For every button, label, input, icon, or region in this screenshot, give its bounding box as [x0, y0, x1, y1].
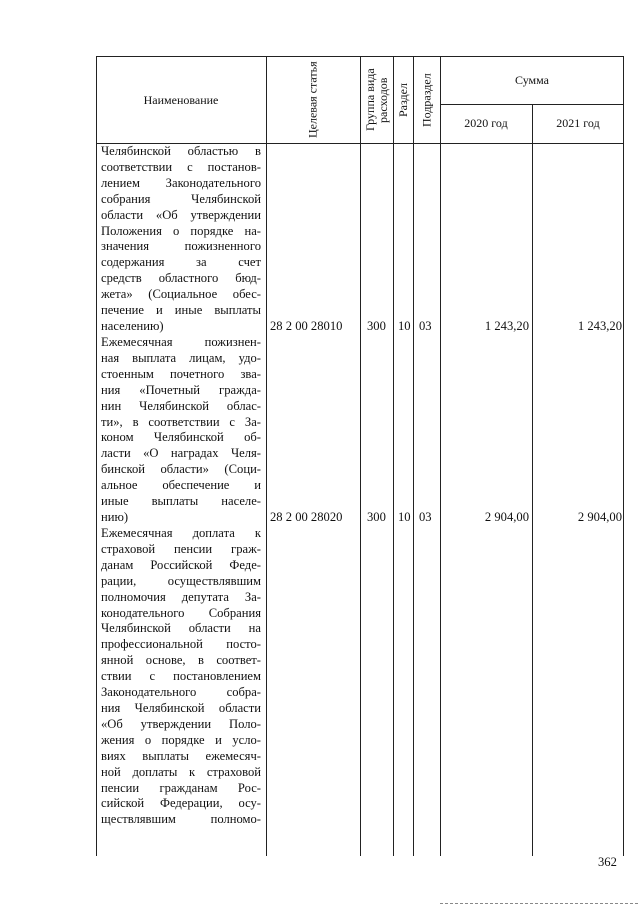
header-name: Наименование [143, 93, 219, 107]
col-divider-4 [413, 56, 414, 856]
row-1-sum-2021: 1 243,20 [577, 319, 622, 333]
header-amount: Сумма [515, 73, 549, 87]
row-1-subsection: 03 [419, 319, 432, 333]
header-year-2021: 2021 год [556, 116, 600, 130]
row-3-description: Ежемесячная доплата к страховой пенсии граж- данам Российской Феде- рации, осуществлявшим полномочия депутата За- конодательного Собрания Челябинской области на профессиональной посто- янной основе, в соответ- ствии с постановлением Законодательного собра- ния Челябинской области «Об утверждении Поло- жения о порядке и усло- виях выплаты ежемесяч- ной доплаты к страховой пенсии гражданам Рос- сийской Федерации, осу- ществлявшим полномо- [101, 526, 261, 827]
header-year-2020: 2020 год [464, 116, 508, 130]
row-2-section: 10 [398, 510, 411, 524]
col-divider-1 [266, 56, 267, 856]
table-right-border [623, 56, 624, 856]
col-divider-6 [532, 104, 533, 856]
row-1-expense-group: 300 [367, 319, 386, 333]
row-1-section: 10 [398, 319, 411, 333]
col-divider-5 [440, 56, 441, 856]
row-1-target-article: 28 2 00 28010 [270, 319, 343, 333]
header-section: Раздел [396, 83, 410, 117]
row-2-expense-group: 300 [367, 510, 386, 524]
row-2-sum-2021: 2 904,00 [577, 510, 622, 524]
row-2-sum-2020: 2 904,00 [484, 510, 529, 524]
col-divider-3 [393, 56, 394, 856]
footer-rule [440, 903, 640, 904]
header-target-article: Целевая статья [305, 61, 320, 139]
row-2-target-article: 28 2 00 28020 [270, 510, 343, 524]
page-number: 362 [598, 855, 617, 869]
row-2-description: Ежемесячная пожизнен- ная выплата лицам, удо- стоенным почетного зва- ния «Почетный гражда- нин Челябинской облас- ти», в соответствии с За- коном Челябинской об- ласти «О наградах Челя- бинской области» (Соци- альное обеспечение и иные выплаты населе- нию) [101, 335, 261, 524]
row-2-subsection: 03 [419, 510, 432, 524]
row-1-sum-2020: 1 243,20 [484, 319, 529, 333]
table-left-border [96, 56, 97, 856]
header-expense-group: Группа вида расходов [363, 68, 390, 132]
header-subsection: Подраздел [419, 73, 434, 127]
row-1-description: Челябинской областью в соответствии с постанов- лением Законодательного собрания Челябинской области «Об утверждении Положения о порядке на- значения пожизненного содержания за счет средств областного бюд- жета» (Социальное обес- печение и иные выплаты населению) [101, 144, 261, 333]
col-divider-2 [360, 56, 361, 856]
